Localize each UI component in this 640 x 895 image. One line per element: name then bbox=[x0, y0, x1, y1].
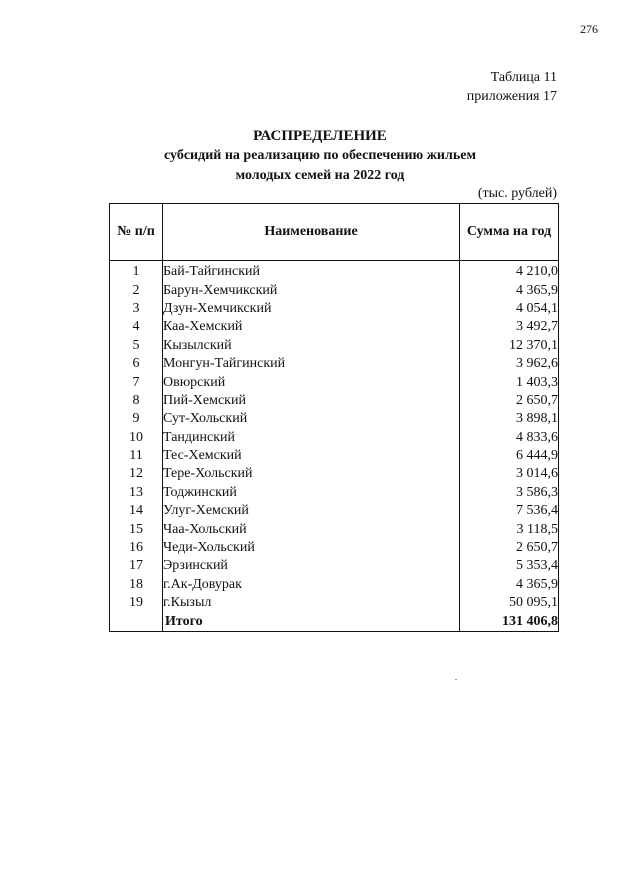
row-number: 14 bbox=[110, 502, 163, 520]
row-sum: 12 370,1 bbox=[460, 337, 559, 355]
table-row bbox=[110, 429, 559, 447]
row-name: Тес-Хемский bbox=[163, 447, 460, 465]
row-name: Овюрский bbox=[163, 373, 460, 391]
row-name: Эрзинский bbox=[163, 557, 460, 575]
row-number: 18 bbox=[110, 576, 163, 594]
row-sum: 50 095,1 bbox=[460, 594, 559, 612]
row-number: 12 bbox=[110, 465, 163, 483]
header-name: Наименование bbox=[163, 204, 460, 261]
total-label: Итого bbox=[163, 612, 460, 631]
row-name: Барун-Хемчикский bbox=[163, 281, 460, 299]
row-number: 13 bbox=[110, 484, 163, 502]
table-row bbox=[110, 392, 559, 410]
table-row bbox=[110, 594, 559, 612]
row-sum: 2 650,7 bbox=[460, 392, 559, 410]
row-number: 1 bbox=[110, 261, 163, 282]
row-name: Бай-Тайгинский bbox=[163, 261, 460, 282]
table-row bbox=[110, 318, 559, 336]
row-number: 10 bbox=[110, 429, 163, 447]
row-name: Каа-Хемский bbox=[163, 318, 460, 336]
units-note: (тыс. рублей) bbox=[477, 186, 557, 201]
row-number: 11 bbox=[110, 447, 163, 465]
row-number: 19 bbox=[110, 594, 163, 612]
table-row bbox=[110, 447, 559, 465]
table-row bbox=[110, 557, 559, 575]
row-number: 3 bbox=[110, 300, 163, 318]
row-name: г.Ак-Довурак bbox=[163, 576, 460, 594]
row-number: 4 bbox=[110, 318, 163, 336]
row-name: Чаа-Хольский bbox=[163, 520, 460, 538]
row-number: 17 bbox=[110, 557, 163, 575]
row-sum: 3 898,1 bbox=[460, 410, 559, 428]
subsidy-table bbox=[109, 203, 559, 632]
total-sum: 131 406,8 bbox=[460, 612, 559, 631]
row-sum: 5 353,4 bbox=[460, 557, 559, 575]
header-sum: Сумма на год bbox=[460, 204, 559, 261]
table-row bbox=[110, 410, 559, 428]
table-row bbox=[110, 337, 559, 355]
row-name: Улуг-Хемский bbox=[163, 502, 460, 520]
row-sum: 4 365,9 bbox=[460, 576, 559, 594]
row-sum: 2 650,7 bbox=[460, 539, 559, 557]
row-name: г.Кызыл bbox=[163, 594, 460, 612]
row-number: 2 bbox=[110, 281, 163, 299]
table-header-row bbox=[110, 204, 559, 261]
table-row bbox=[110, 373, 559, 391]
table-row bbox=[110, 539, 559, 557]
row-sum: 4 210,0 bbox=[460, 261, 559, 282]
row-name: Пий-Хемский bbox=[163, 392, 460, 410]
table-reference bbox=[467, 68, 557, 106]
row-number: 7 bbox=[110, 373, 163, 391]
row-name: Кызылский bbox=[163, 337, 460, 355]
row-number: 15 bbox=[110, 520, 163, 538]
row-name: Тоджинский bbox=[163, 484, 460, 502]
row-sum: 4 833,6 bbox=[460, 429, 559, 447]
row-sum: 1 403,3 bbox=[460, 373, 559, 391]
row-sum: 3 118,5 bbox=[460, 520, 559, 538]
document-heading bbox=[0, 126, 640, 186]
table-row bbox=[110, 300, 559, 318]
table-row bbox=[110, 484, 559, 502]
table-reference-line1: Таблица 11 bbox=[490, 70, 557, 85]
row-name: Сут-Хольский bbox=[163, 410, 460, 428]
table-row bbox=[110, 465, 559, 483]
row-sum: 3 492,7 bbox=[460, 318, 559, 336]
table-row bbox=[110, 520, 559, 538]
row-number: 5 bbox=[110, 337, 163, 355]
row-sum: 3 962,6 bbox=[460, 355, 559, 373]
row-number: 9 bbox=[110, 410, 163, 428]
row-sum: 6 444,9 bbox=[460, 447, 559, 465]
row-sum: 4 365,9 bbox=[460, 281, 559, 299]
row-sum: 3 014,6 bbox=[460, 465, 559, 483]
table-row bbox=[110, 502, 559, 520]
row-number: 8 bbox=[110, 392, 163, 410]
row-sum: 7 536,4 bbox=[460, 502, 559, 520]
row-number: 6 bbox=[110, 355, 163, 373]
row-name: Тере-Хольский bbox=[163, 465, 460, 483]
page-number: 276 bbox=[580, 22, 598, 36]
heading-line3: молодых семей на 2022 год bbox=[235, 168, 405, 183]
table-row bbox=[110, 281, 559, 299]
row-number: 16 bbox=[110, 539, 163, 557]
table-row bbox=[110, 576, 559, 594]
header-num: № п/п bbox=[110, 204, 163, 261]
scan-speck bbox=[455, 679, 457, 680]
table-total-row bbox=[110, 612, 559, 631]
row-name: Тандинский bbox=[163, 429, 460, 447]
row-sum: 4 054,1 bbox=[460, 300, 559, 318]
heading-title: РАСПРЕДЕЛЕНИЕ bbox=[253, 128, 387, 144]
row-name: Чеди-Хольский bbox=[163, 539, 460, 557]
table-reference-line2: приложения 17 bbox=[466, 89, 557, 104]
table-row bbox=[110, 355, 559, 373]
heading-line2: субсидий на реализацию по обеспечению жильем bbox=[164, 148, 476, 163]
row-name: Дзун-Хемчикский bbox=[163, 300, 460, 318]
row-name: Монгун-Тайгинский bbox=[163, 355, 460, 373]
table-row bbox=[110, 261, 559, 282]
total-empty-cell bbox=[110, 612, 163, 631]
row-sum: 3 586,3 bbox=[460, 484, 559, 502]
